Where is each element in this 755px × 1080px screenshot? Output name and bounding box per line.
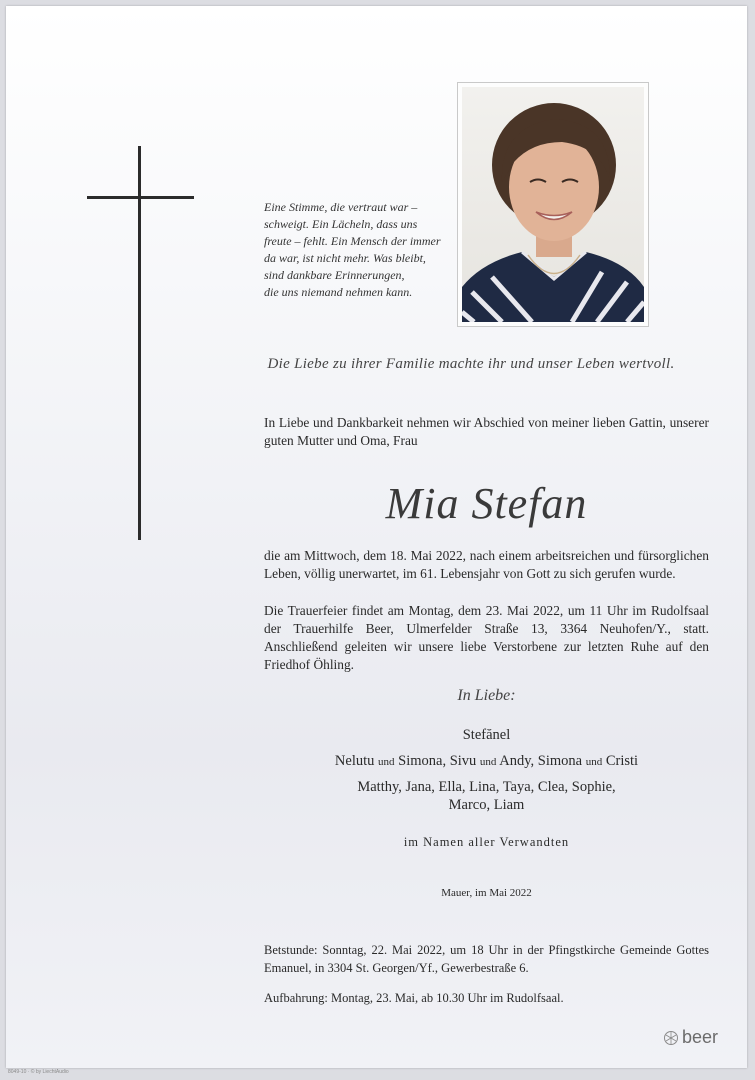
child-name: Simona, Sivu bbox=[398, 753, 477, 769]
conjunction: und bbox=[378, 756, 395, 768]
motto: Die Liebe zu ihrer Familie machte ihr und unser Leben wertvoll. bbox=[267, 356, 675, 372]
poem-line: sind dankbare Erinnerungen, bbox=[264, 268, 405, 282]
poem bbox=[264, 199, 454, 301]
conjunction: und bbox=[585, 756, 603, 768]
prayer-info: Betstunde: Sonntag, 22. Mai 2022, um 18 Uhr in der Pfingstkirche Gemeinde Gottes Emanuel, in 3304 St. Georgen/Yf., Gewerbestraße 6. bbox=[264, 943, 709, 975]
dandelion-icon bbox=[663, 1030, 679, 1046]
spouse-name: Stefănel bbox=[462, 727, 511, 743]
in-liebe-heading: In Liebe: bbox=[457, 687, 516, 704]
portrait-frame bbox=[457, 82, 649, 327]
poem-line: da war, ist nicht mehr. Was bleibt, bbox=[264, 251, 426, 265]
grandchildren-line: Matthy, Jana, Ella, Lina, Taya, Clea, Sophie, bbox=[357, 779, 616, 795]
obituary-sheet bbox=[6, 6, 747, 1068]
logo-text: beer bbox=[682, 1027, 719, 1047]
poem-line: Eine Stimme, die vertraut war – bbox=[264, 200, 418, 214]
death-text: die am Mittwoch, dem 18. Mai 2022, nach einem arbeitsreichen und fürsorglichen Leben, völlig unerwartet, im 61. Lebensjahr von Gott zu sich gerufen wurde. bbox=[264, 548, 709, 581]
footer-code: 8049-10 · © by LiechtAudio bbox=[8, 1069, 69, 1075]
portrait-photo bbox=[462, 87, 644, 322]
poem-line: schweigt. Ein Lächeln, dass uns bbox=[264, 217, 418, 231]
cross-icon bbox=[138, 146, 141, 540]
child-name: Cristi bbox=[605, 753, 639, 769]
grandchildren-line: Marco, Liam bbox=[448, 797, 525, 813]
funeral-home-logo bbox=[663, 1027, 718, 1048]
place-date: Mauer, im Mai 2022 bbox=[441, 887, 532, 899]
child-name: Nelutu bbox=[334, 753, 375, 769]
cross-bar bbox=[87, 196, 194, 199]
poem-line: die uns niemand nehmen kann. bbox=[264, 285, 413, 299]
children-names bbox=[264, 752, 709, 771]
deceased-name: Mia Stefan bbox=[385, 479, 588, 528]
relatives-line: im Namen aller Verwandten bbox=[403, 835, 570, 849]
grandchildren-names bbox=[264, 778, 709, 814]
conjunction: und bbox=[479, 756, 497, 768]
child-name: Andy, Simona bbox=[499, 753, 583, 769]
intro-text: In Liebe und Dankbarkeit nehmen wir Abschied von meiner lieben Gattin, unserer guten Mutter und Oma, Frau bbox=[264, 415, 709, 448]
poem-line: freute – fehlt. Ein Mensch der immer bbox=[264, 234, 441, 248]
funeral-text: Die Trauerfeier findet am Montag, dem 23. Mai 2022, um 11 Uhr im Rudolfsaal der Trauerhilfe Beer, Ulmerfelder Straße 13, 3364 Neuhofen/Y., statt. Anschließend geleiten wir unsere liebe Verstorbene zur letzten Ruhe auf den Friedhof Öhling. bbox=[264, 603, 709, 672]
viewing-info: Aufbahrung: Montag, 23. Mai, ab 10.30 Uhr im Rudolfsaal. bbox=[264, 991, 564, 1005]
